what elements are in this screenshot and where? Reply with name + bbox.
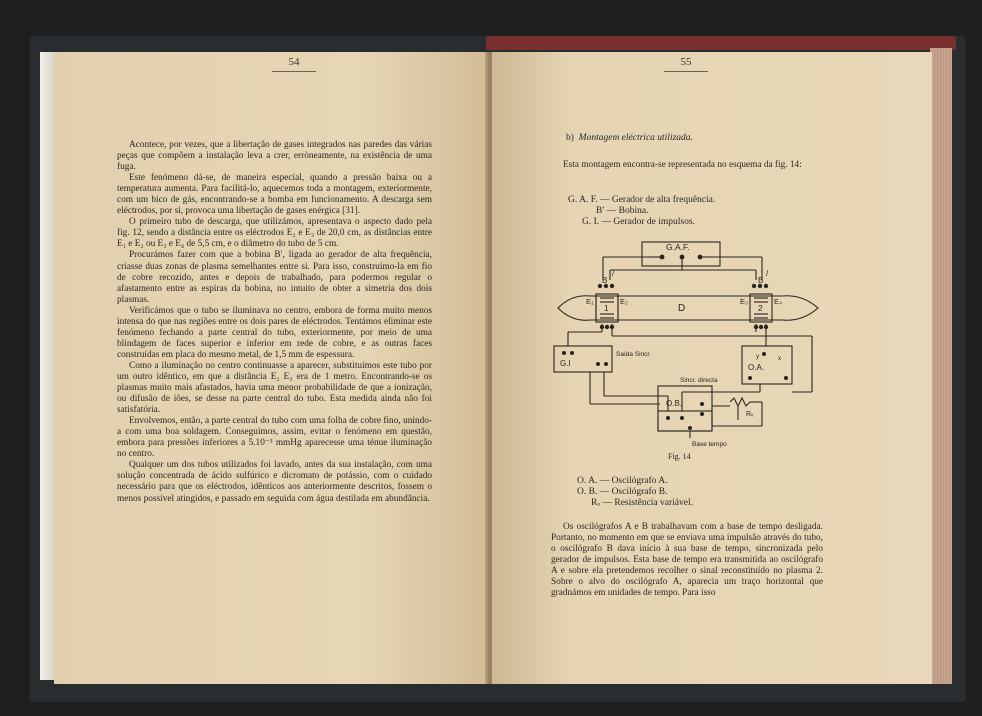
- circuit-diagram: [550, 236, 826, 448]
- label-saida: Saída Sincr.: [616, 351, 652, 358]
- paragraph: Como a iluminação no centro continuasse a aparecer, substituímos este tubo por um outro idêntico, em que a distância E₂ E₃ era de 1 metro. Encontrando-se os plasmas muito mais afastados, havia uma menor probabilidade de que a ionização, ou difusão de iões, se desse na parte central do tubo. Esta medida ainda não foi satisfatória.: [117, 360, 432, 416]
- section-title: Montagem eléctrica utilizada.: [578, 133, 693, 143]
- label-e2: E₂: [620, 297, 628, 306]
- label-ob: O.B.: [666, 399, 683, 408]
- label-oa: O.A.: [748, 363, 765, 372]
- label-d: D: [678, 303, 686, 314]
- paragraph: Este fenómeno dá-se, de maneira especial, quando a pressão baixa ou a temperatura aumenta. Para facilitá-lo, aquecemos toda a montagem, exteriormente, com um bico de gás, encontrando-se a bomba em funcionamento. A descarga sem eléctrodos, por si, provoca uma libertação de gases enérgica [31].: [117, 173, 432, 217]
- page-edge-right: [930, 48, 952, 684]
- section-heading: [566, 133, 693, 143]
- label-base-tempo: Base tempo: [692, 441, 727, 448]
- legend-item: Rᵥ — Resistência variável.: [591, 498, 693, 509]
- label-e3: E₃: [740, 297, 749, 306]
- legend-item: G. I. — Gerador de impulsos.: [582, 217, 695, 228]
- right-page-number: 55: [680, 56, 692, 68]
- legend-item: G. A. F. — Gerador de alta frequência.: [568, 195, 716, 205]
- right-page-body: [551, 522, 823, 599]
- legend-item: B′ — Bobina.: [596, 206, 649, 217]
- paragraph: O primeiro tubo de descarga, que utilizámos, apresentava o aspecto dado pela fig. 12, sendo a distância entre os eléctrodos E₂ e E₃ de 20,0 cm, as distâncias entre E₁ e E₂ ou E₃ e E₄ de 5,5 cm, e o diâmetro do tubo de 5 cm.: [117, 217, 432, 250]
- label-b-left: B: [602, 276, 608, 285]
- ob-box-outline: [658, 386, 712, 431]
- label-b-right: B: [758, 276, 764, 285]
- section-prefix: b): [566, 133, 574, 143]
- right-page-intro: [551, 160, 823, 171]
- paragraph: Os oscilógrafos A e B trabalhavam com a base de tempo desligada. Portanto, no momento em que se enviava uma impulsão através do tubo, o oscilógrafo B dava início à sua base de tempo, sincronizada pelo gerador de impulsos. Esta base de tempo era transmitida ao oscilógrafo A e sobre ela pretendemos recolher o sinal reconstituído no plasma 2. Sobre o alvo do oscilógrafo A, aparecia um traço horizontal que gradnámos em unidades de tempo. Para isso: [551, 522, 823, 599]
- paragraph: Procurámos fazer com que a bobina B′, ligada ao gerador de alta frequência, criasse duas zonas de plasma semelhantes entre si. Para isso, construímo-la em fio de cobre recozido, antes e depois de trabalhado, para podermos regular o afastamento entre as espiras da bobina, no intuito de obter a simetria dos dois plasmas.: [117, 250, 432, 305]
- label-gi: G.I: [560, 359, 571, 368]
- paragraph: Verificámos que o tubo se iluminava no centro, embora de forma muito menos intensa do que nas regiões entre os dois pares de eléctrodos. Tentámos eliminar este fenómeno fechando a parte central do tubo, exteriormente, por meio de uma blindagem de faces superior e inferior em rede de cobre, e as outras faces construídas em placa do mesmo metal, de 1,5 mm de espessura.: [117, 305, 432, 360]
- left-page-number: 54: [288, 56, 300, 68]
- label-e1: E₁: [586, 297, 594, 306]
- label-e4: E₄: [774, 297, 783, 306]
- right-page-number-rule: [664, 71, 708, 72]
- paragraph: Envolvemos, então, a parte central do tubo com uma folha de cobre fino, unindo-a com uma boa soldagem. Conseguimos, assim, evitar o fenómeno em questão, embora para pressões inferiores a 5.10⁻³ mmHg aparecesse uma ténue iluminação no centro.: [117, 416, 432, 460]
- legend-top: [568, 195, 715, 229]
- label-rv: Rᵥ: [746, 411, 754, 418]
- left-page-body: [117, 140, 432, 505]
- paragraph: Acontece, por vezes, que a libertação de gases integrados nas paredes das várias peças que compõem a instalação leva a crer, erròneamente, na existência de uma fuga.: [117, 140, 432, 173]
- label-x: x: [778, 355, 782, 362]
- figure-caption: Fig. 14: [668, 452, 691, 461]
- legend-bottom: [577, 476, 693, 510]
- label-gaf: G.A.F.: [666, 242, 690, 252]
- label-prime-left: /: [612, 269, 615, 278]
- left-page-number-rule: [272, 71, 316, 72]
- book-cover-red-edge: [486, 36, 956, 50]
- label-sincr-directa: Sincr. directa: [680, 377, 718, 384]
- paragraph: Qualquer um dos tubos utilizados foi lavado, antes da sua instalação, com uma solução concentrada de ácido sulfúrico e dicromato de potássio, com o cuidado necessário para que os eléctrodos, idênticos aos anteriormente descritos, fossem o menos possível atingidos, e passado em seguida com água destilada em abundância.: [117, 460, 432, 504]
- label-y: y: [756, 353, 760, 360]
- paragraph: Esta montagem encontra-se representada no esquema da fig. 14:: [563, 160, 802, 170]
- label-one: 1: [604, 303, 609, 313]
- label-two: 2: [758, 303, 763, 313]
- label-prime-right: /: [766, 269, 769, 278]
- legend-item: O. B. — Oscilógrafo B.: [577, 487, 668, 498]
- legend-item: O. A. — Oscilógrafo A.: [577, 476, 668, 486]
